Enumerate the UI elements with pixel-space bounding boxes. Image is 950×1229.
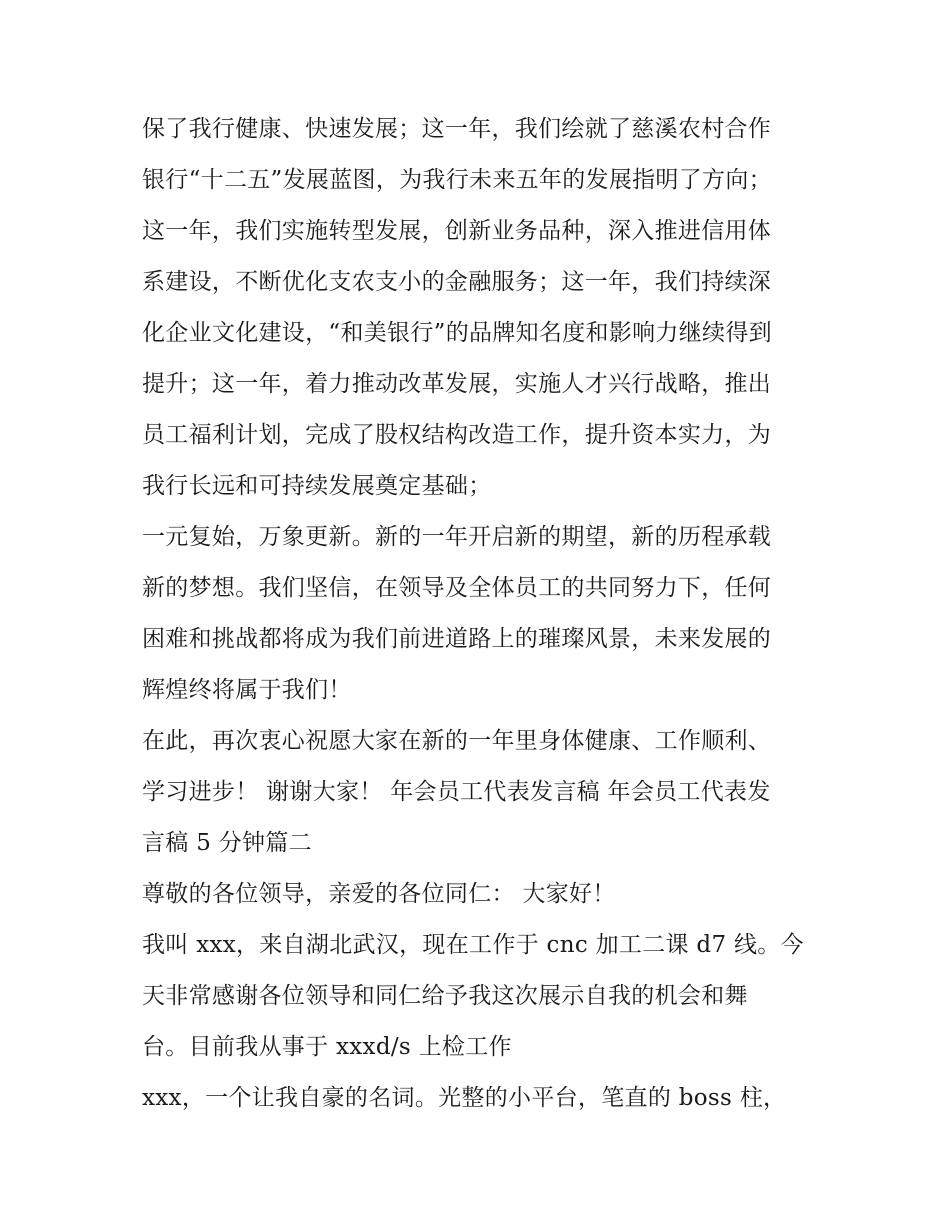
text-line: 在此，再次衷心祝愿大家在新的一年里身体健康、工作顺利、 bbox=[142, 728, 772, 754]
text-line: 提升；这一年，着力推动改革发展，实施人才兴行战略，推出 bbox=[142, 371, 772, 397]
body-text bbox=[142, 104, 822, 1124]
text-line: 员工福利计划，完成了股权结构改造工作，提升资本实力，为 bbox=[142, 422, 772, 448]
text-line: 言稿 5 分钟篇二 bbox=[142, 830, 312, 856]
text-line: 尊敬的各位领导，亲爱的各位同仁： 大家好！ bbox=[142, 881, 616, 907]
text-line: 困难和挑战都将成为我们前进道路上的璀璨风景，未来发展的 bbox=[142, 626, 772, 652]
text-line: 一元复始，万象更新。新的一年开启新的期望，新的历程承载 bbox=[142, 524, 772, 550]
text-line: xxx，一个让我自豪的名词。光整的小平台，笔直的 boss 柱， bbox=[142, 1085, 787, 1111]
text-line: 这一年，我们实施转型发展，创新业务品种，深入推进信用体 bbox=[142, 218, 772, 244]
text-line: 学习进步！ 谢谢大家！ 年会员工代表发言稿 年会员工代表发 bbox=[142, 779, 771, 805]
text-line: 天非常感谢各位领导和同仁给予我这次展示自我的机会和舞 bbox=[142, 983, 748, 1009]
text-line: 系建设，不断优化支农支小的金融服务；这一年，我们持续深 bbox=[142, 269, 772, 295]
text-line: 保了我行健康、快速发展；这一年，我们绘就了慈溪农村合作 bbox=[142, 116, 772, 142]
text-line: 我叫 xxx，来自湖北武汉，现在工作于 cnc 加工二课 d7 线。今 bbox=[142, 932, 804, 958]
text-line: 辉煌终将属于我们！ bbox=[142, 677, 352, 703]
text-line: 我行长远和可持续发展奠定基础； bbox=[142, 473, 492, 499]
text-line: 化企业文化建设，“和美银行”的品牌知名度和影响力继续得到 bbox=[142, 320, 772, 346]
text-line: 新的梦想。我们坚信，在领导及全体员工的共同努力下，任何 bbox=[142, 575, 772, 601]
text-line: 台。目前我从事于 xxxd/s 上检工作 bbox=[142, 1034, 512, 1060]
text-line: 银行“十二五”发展蓝图，为我行未来五年的发展指明了方向； bbox=[142, 167, 772, 193]
